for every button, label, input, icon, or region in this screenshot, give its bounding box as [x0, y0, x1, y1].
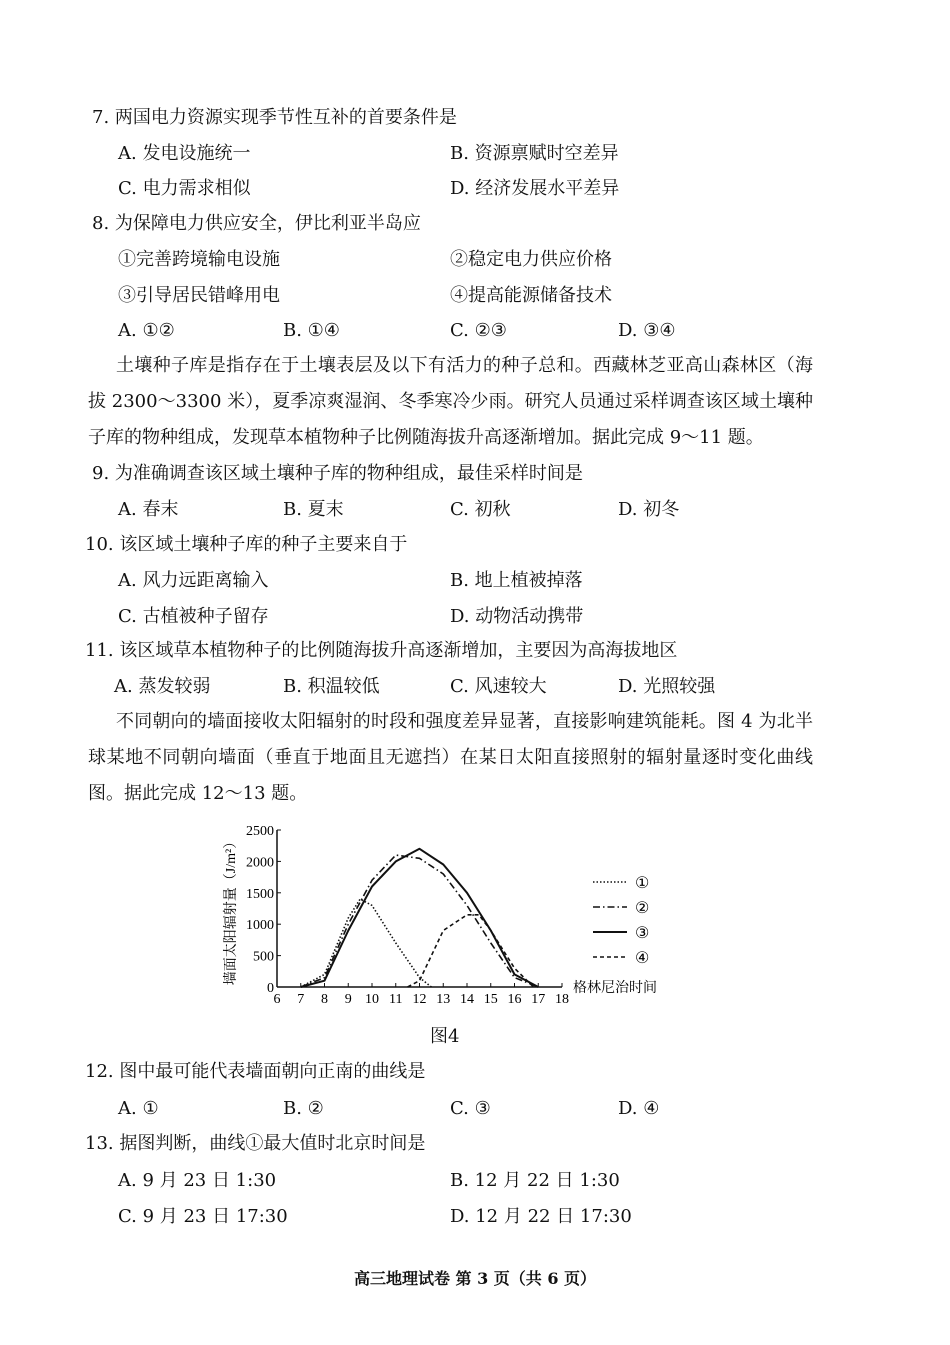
q10-stem: 10. 该区域土壤种子库的种子主要来自于 — [85, 534, 408, 555]
legend-label-3: ③ — [635, 925, 650, 942]
q7-option-a[interactable]: A. 发电设施统一 — [118, 143, 251, 164]
y-tick-label: 1000 — [246, 918, 274, 934]
q8-item-1: ①完善跨境输电设施 — [118, 249, 280, 270]
x-tick-label: 17 — [531, 992, 546, 1007]
q12-option-c[interactable]: C. ③ — [450, 1098, 491, 1119]
q8-item-3: ③引导居民错峰用电 — [118, 285, 280, 306]
q7-stem: 7. 两国电力资源实现季节性互补的首要条件是 — [92, 107, 457, 128]
series-line-3 — [301, 849, 539, 987]
y-tick-label: 2500 — [246, 824, 274, 839]
q11-option-d[interactable]: D. 光照较强 — [618, 676, 716, 697]
y-tick-label: 0 — [267, 981, 274, 996]
q10-option-b[interactable]: B. 地上植被掉落 — [450, 570, 583, 591]
figure-caption: 图4 — [430, 1026, 460, 1047]
page-footer: 高三地理试卷 第 3 页（共 6 页） — [353, 1269, 597, 1288]
y-tick-label: 2000 — [246, 855, 274, 871]
x-tick-label: 11 — [389, 992, 403, 1007]
q10-option-a[interactable]: A. 风力远距离输入 — [118, 570, 269, 591]
q13-option-d[interactable]: D. 12 月 22 日 17:30 — [450, 1206, 632, 1227]
q9-option-d[interactable]: D. 初冬 — [618, 499, 680, 520]
y-tick-label: 500 — [253, 949, 274, 965]
x-tick-label: 9 — [344, 992, 352, 1007]
q12-option-a[interactable]: A. ① — [118, 1098, 159, 1119]
q9-option-b[interactable]: B. 夏末 — [283, 499, 344, 520]
q13-stem: 13. 据图判断，曲线①最大值时北京时间是 — [85, 1133, 426, 1154]
q11-option-a[interactable]: A. 蒸发较弱 — [114, 676, 211, 697]
q12-stem: 12. 图中最可能代表墙面朝向正南的曲线是 — [85, 1061, 426, 1082]
q8-item-4: ④提高能源储备技术 — [450, 285, 612, 306]
q8-option-d[interactable]: D. ③④ — [618, 320, 676, 341]
chart-legend — [593, 875, 649, 967]
q7-option-c[interactable]: C. 电力需求相似 — [118, 178, 251, 199]
q8-option-c[interactable]: C. ②③ — [450, 320, 507, 341]
q13-option-b[interactable]: B. 12 月 22 日 1:30 — [450, 1170, 620, 1191]
q13-option-a[interactable]: A. 9 月 23 日 1:30 — [118, 1170, 277, 1191]
q12-option-b[interactable]: B. ② — [283, 1098, 324, 1119]
series-line-1 — [301, 899, 432, 987]
q11-option-b[interactable]: B. 积温较低 — [283, 676, 380, 697]
q13-option-c[interactable]: C. 9 月 23 日 17:30 — [118, 1206, 288, 1227]
q11-option-c[interactable]: C. 风速较大 — [450, 676, 547, 697]
q9-option-a[interactable]: A. 春末 — [118, 499, 179, 520]
series-line-2 — [301, 855, 539, 987]
q8-stem: 8. 为保障电力供应安全，伊比利亚半岛应 — [92, 213, 421, 234]
q8-item-2: ②稳定电力供应价格 — [450, 249, 612, 270]
chart-series-layer — [301, 849, 539, 987]
q8-option-a[interactable]: A. ①② — [118, 320, 175, 341]
legend-label-4: ④ — [635, 950, 650, 967]
legend-label-1: ① — [635, 875, 650, 892]
x-tick-label: 18 — [555, 992, 569, 1007]
x-tick-label: 16 — [507, 992, 522, 1007]
legend-label-2: ② — [635, 900, 650, 917]
x-axis-label: 格林尼治时间 — [573, 981, 657, 996]
passage-wall-radiation: 不同朝向的墙面接收太阳辐射的时段和强度差异显著，直接影响建筑能耗。图 4 为北半球某地不同朝向墙面（垂直于地面且无遮挡）在某日太阳直接照射的辐射量逐时变化曲线图。据此完成 12～13 题。 — [88, 711, 813, 804]
x-tick-label: 8 — [321, 992, 328, 1007]
x-tick-label: 14 — [460, 992, 474, 1007]
passage-soil-seed-bank: 土壤种子库是指存在于土壤表层及以下有活力的种子总和。西藏林芝亚高山森林区（海拔 2300～3300 米），夏季凉爽湿润、冬季寒冷少雨。研究人员通过采样调查该区域土壤种子库的物种组成，发现草本植物种子比例随海拔升高逐渐增加。据此完成 9～11 题。 — [88, 355, 813, 448]
x-tick-label: 12 — [412, 992, 427, 1007]
q8-option-b[interactable]: B. ①④ — [283, 320, 340, 341]
x-tick-label: 13 — [436, 992, 451, 1007]
q7-option-b[interactable]: B. 资源禀赋时空差异 — [450, 143, 619, 164]
q9-option-c[interactable]: C. 初秋 — [450, 499, 511, 520]
q10-option-d[interactable]: D. 动物活动携带 — [450, 606, 584, 627]
q10-option-c[interactable]: C. 古植被种子留存 — [118, 606, 269, 627]
radiation-line-chart — [215, 820, 675, 1010]
x-tick-label: 10 — [365, 992, 379, 1007]
q9-stem: 9. 为准确调查该区域土壤种子库的物种组成，最佳采样时间是 — [92, 463, 583, 484]
y-tick-label: 1500 — [246, 886, 274, 902]
q7-option-d[interactable]: D. 经济发展水平差异 — [450, 178, 620, 199]
x-tick-label: 6 — [273, 992, 281, 1007]
q12-option-d[interactable]: D. ④ — [618, 1098, 660, 1119]
q11-stem: 11. 该区域草本植物种子的比例随海拔升高逐渐增加，主要因为高海拔地区 — [85, 640, 678, 661]
y-axis-label: 墙面太阳辐射量（J/m²） — [224, 834, 239, 986]
x-tick-label: 7 — [297, 992, 305, 1007]
x-tick-label: 15 — [483, 992, 498, 1007]
series-line-4 — [408, 915, 534, 987]
